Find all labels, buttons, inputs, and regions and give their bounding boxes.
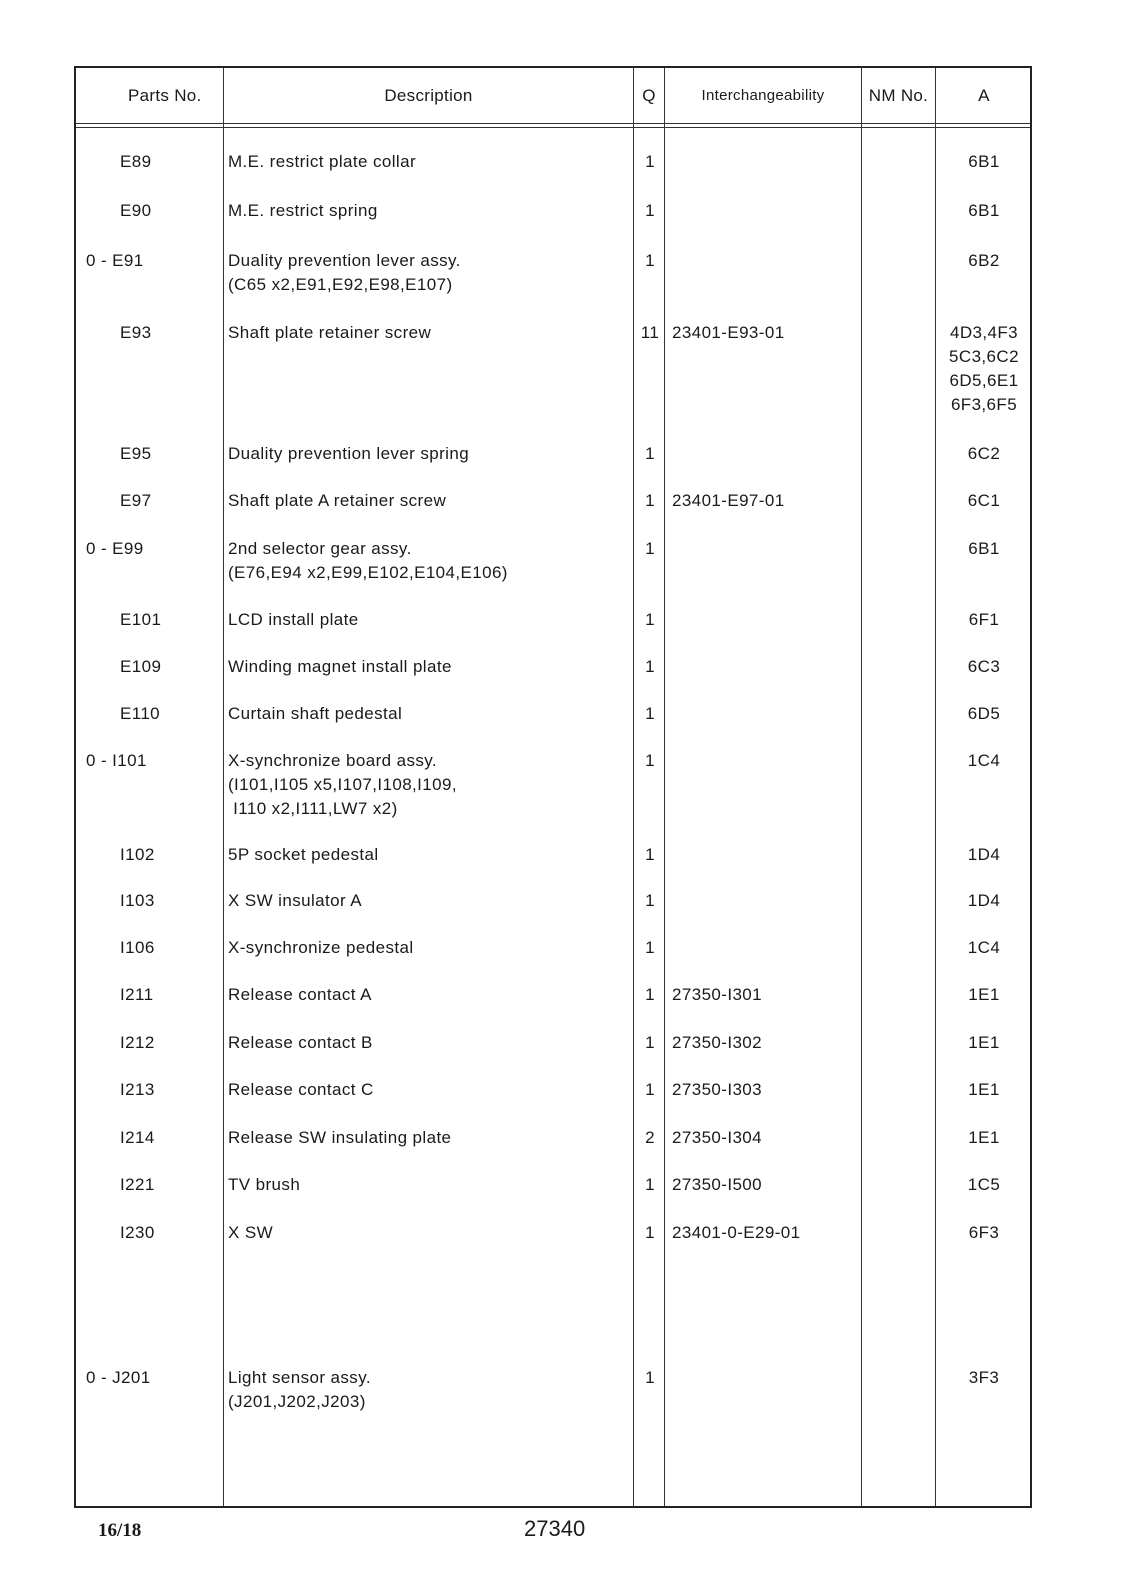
interchangeability-cell: 27350-I302: [672, 1033, 763, 1052]
header-a: A: [978, 85, 990, 105]
description-cell: Release SW insulating plate: [228, 1128, 452, 1147]
part-number-cell: 0 - E91: [86, 251, 144, 270]
quantity-cell: 1: [645, 1368, 655, 1387]
quantity-cell: 1: [645, 1223, 655, 1242]
part-number-cell: E89: [120, 152, 152, 171]
parts-table: [74, 66, 1032, 1508]
part-number-cell: E95: [120, 444, 152, 463]
header-interchangeability: Interchangeability: [701, 87, 825, 104]
description-cell: Release contact B: [228, 1033, 373, 1052]
document-code: 27340: [524, 1516, 586, 1541]
location-cell: 1E1: [968, 1033, 1000, 1052]
location-cell: 6F1: [968, 610, 1000, 629]
location-cell: 6F3: [968, 1223, 1000, 1242]
part-number-cell: I213: [120, 1080, 155, 1099]
description-cell: M.E. restrict spring: [228, 201, 378, 220]
column-divider: [664, 68, 665, 1506]
description-cell: X SW insulator A: [228, 891, 362, 910]
part-number-cell: E97: [120, 491, 152, 510]
location-cell: 1E1: [968, 1128, 1000, 1147]
quantity-cell: 1: [645, 444, 655, 463]
description-cell: Shaft plate retainer screw: [228, 323, 432, 342]
part-number-cell: E109: [120, 657, 162, 676]
part-number-cell: E101: [120, 610, 162, 629]
location-cell: 1C4: [967, 751, 1001, 770]
part-number-cell: 0 - E99: [86, 539, 144, 558]
part-number-cell: E110: [120, 704, 161, 723]
header-nm-no: NM No.: [868, 85, 929, 105]
header-parts-no: Parts No.: [128, 85, 202, 105]
quantity-cell: 2: [645, 1128, 655, 1147]
location-cell: 6B1: [968, 539, 1000, 558]
part-number-cell: I214: [120, 1128, 155, 1147]
quantity-cell: 1: [645, 985, 655, 1004]
quantity-cell: 1: [645, 1080, 655, 1099]
interchangeability-cell: 27350-I304: [672, 1128, 763, 1147]
header-rule: [76, 127, 1030, 128]
page-number: 16/18: [98, 1520, 142, 1541]
column-divider: [861, 68, 862, 1506]
quantity-cell: 1: [645, 704, 655, 723]
part-number-cell: I230: [120, 1223, 155, 1242]
quantity-cell: 1: [645, 657, 655, 676]
interchangeability-cell: 23401-E93-01: [672, 323, 785, 342]
interchangeability-cell: 23401-E97-01: [672, 491, 785, 510]
location-cell: 1C5: [967, 1175, 1001, 1194]
quantity-cell: 1: [645, 938, 655, 957]
part-number-cell: E90: [120, 201, 152, 220]
quantity-cell: 1: [645, 1033, 655, 1052]
description-cell: Light sensor assy. (J201,J202,J203): [228, 1368, 371, 1411]
description-cell: Duality prevention lever spring: [228, 444, 470, 463]
column-divider: [935, 68, 936, 1506]
part-number-cell: I212: [120, 1033, 155, 1052]
location-cell: 6C1: [967, 491, 1001, 510]
location-cell: 1E1: [968, 1080, 1000, 1099]
description-cell: Duality prevention lever assy. (C65 x2,E91,E92,E98,E107): [228, 251, 461, 294]
location-cell: 6C3: [967, 657, 1001, 676]
location-cell: 6C2: [967, 444, 1001, 463]
description-cell: Release contact A: [228, 985, 372, 1004]
description-cell: X-synchronize pedestal: [228, 938, 414, 957]
header-q: Q: [642, 85, 656, 105]
location-cell: 1E1: [968, 985, 1000, 1004]
part-number-cell: E93: [120, 323, 152, 342]
quantity-cell: 11: [640, 323, 660, 342]
location-cell: 1C4: [967, 938, 1001, 957]
description-cell: LCD install plate: [228, 610, 359, 629]
description-cell: Curtain shaft pedestal: [228, 704, 403, 723]
part-number-cell: I106: [120, 938, 155, 957]
description-cell: Winding magnet install plate: [228, 657, 452, 676]
location-cell: 6D5: [967, 704, 1001, 723]
location-cell: 6B2: [968, 251, 1000, 270]
description-cell: TV brush: [228, 1175, 301, 1194]
column-divider: [223, 68, 224, 1506]
part-number-cell: I211: [120, 985, 154, 1004]
description-cell: Shaft plate A retainer screw: [228, 491, 447, 510]
quantity-cell: 1: [645, 1175, 655, 1194]
interchangeability-cell: 27350-I301: [672, 985, 763, 1004]
quantity-cell: 1: [645, 610, 655, 629]
description-cell: 2nd selector gear assy. (E76,E94 x2,E99,E102,E104,E106): [228, 539, 508, 582]
description-cell: M.E. restrict plate collar: [228, 152, 417, 171]
part-number-cell: I221: [120, 1175, 155, 1194]
location-cell: 1D4: [967, 845, 1001, 864]
quantity-cell: 1: [645, 751, 655, 770]
quantity-cell: 1: [645, 491, 655, 510]
location-cell: 1D4: [967, 891, 1001, 910]
part-number-cell: I102: [120, 845, 155, 864]
quantity-cell: 1: [645, 251, 655, 270]
quantity-cell: 1: [645, 845, 655, 864]
interchangeability-cell: 23401-0-E29-01: [672, 1223, 801, 1242]
column-divider: [633, 68, 634, 1506]
header-description: Description: [384, 85, 473, 105]
part-number-cell: I103: [120, 891, 155, 910]
description-cell: X-synchronize board assy. (I101,I105 x5,I107,I108,I109, I110 x2,I111,LW7 x2): [228, 751, 457, 818]
quantity-cell: 1: [645, 891, 655, 910]
location-cell: 6B1: [968, 201, 1000, 220]
description-cell: 5P socket pedestal: [228, 845, 379, 864]
part-number-cell: 0 - I101: [86, 751, 147, 770]
quantity-cell: 1: [645, 152, 655, 171]
location-cell: 6B1: [968, 152, 1000, 171]
interchangeability-cell: 27350-I500: [672, 1175, 763, 1194]
interchangeability-cell: 27350-I303: [672, 1080, 763, 1099]
location-cell: 4D3,4F3 5C3,6C2 6D5,6E1 6F3,6F5: [949, 323, 1019, 414]
description-cell: X SW: [228, 1223, 274, 1242]
quantity-cell: 1: [645, 201, 655, 220]
header-rule: [76, 123, 1030, 124]
description-cell: Release contact C: [228, 1080, 374, 1099]
location-cell: 3F3: [968, 1368, 1000, 1387]
part-number-cell: 0 - J201: [86, 1368, 151, 1387]
quantity-cell: 1: [645, 539, 655, 558]
